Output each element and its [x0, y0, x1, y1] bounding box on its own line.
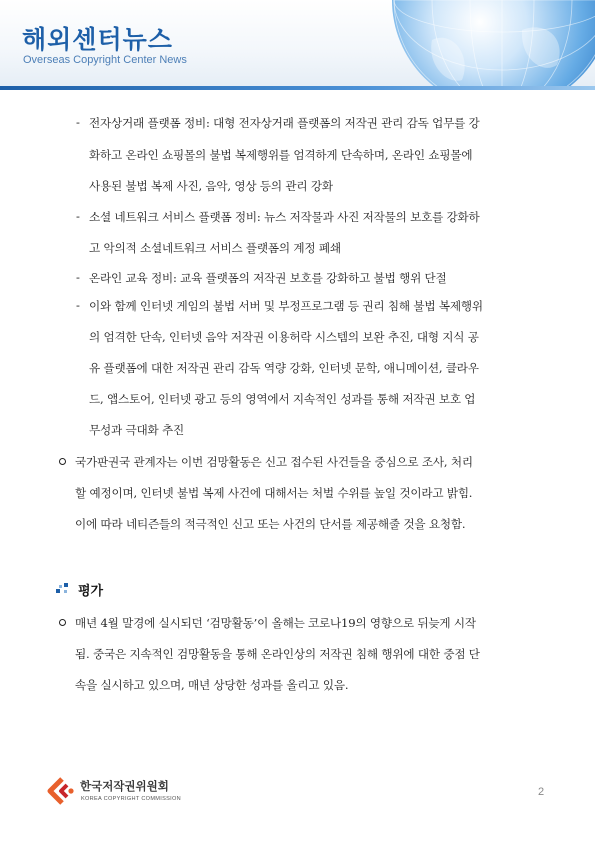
text-line: 할 예정이며, 인터넷 불법 복제 사건에 대해서는 처벌 수위를 높일 것이라고 밝힘. [75, 486, 473, 500]
circle-bullet-icon [59, 458, 66, 465]
dash-marker: - [76, 298, 80, 312]
text-line: 사용된 불법 복제 사진, 음악, 영상 등의 관리 강화 [89, 179, 333, 193]
text-line: 무성과 극대화 추진 [89, 423, 184, 437]
text-line: 소셜 네트워크 서비스 플랫폼 정비: 뉴스 저작물과 사진 저작물의 보호를 강화하 [89, 210, 480, 224]
header-subtitle: Overseas Copyright Center News [23, 54, 187, 66]
text-line: 드, 앱스토어, 인터넷 광고 등의 영역에서 지속적인 성과를 통해 저작권 보호 업 [89, 392, 476, 406]
header-title: 해외센터뉴스 [22, 25, 173, 54]
header-divider [0, 86, 595, 90]
globe-grid-icon [392, 0, 595, 86]
text-line: 이와 함께 인터넷 게임의 불법 서버 및 부정프로그램 등 권리 침해 불법 복제행위 [89, 299, 483, 313]
text-line: 고 악의적 소셜네트워크 서비스 플랫폼의 계정 폐쇄 [89, 241, 341, 255]
text-line: 국가판권국 관계자는 이번 검망활동은 신고 접수된 사건들을 중심으로 조사, 처리 [75, 455, 473, 469]
circle-bullet-icon [59, 619, 66, 626]
text-line: 속을 실시하고 있으며, 매년 상당한 성과를 올리고 있음. [75, 678, 349, 692]
page-header [0, 0, 595, 86]
text-line: 됨. 중국은 지속적인 검망활동을 통해 온라인상의 저작권 침해 행위에 대한 중점 단 [75, 647, 480, 661]
text-line: 온라인 교육 정비: 교육 플랫폼의 저작권 보호를 강화하고 불법 행위 단절 [89, 271, 447, 285]
kcc-logo-icon [46, 776, 76, 806]
section-title: 평가 [78, 584, 104, 599]
text-line: 의 엄격한 단속, 인터넷 음악 저작권 이용허락 시스템의 보완 추진, 대형 지식 공 [89, 330, 479, 344]
text-line: 유 플랫폼에 대한 저작권 관리 감독 역량 강화, 인터넷 문학, 애니메이션, 클라우 [89, 361, 479, 375]
squares-icon [56, 583, 70, 595]
page-number: 2 [538, 786, 545, 798]
dash-marker: - [76, 115, 80, 129]
text-line: 화하고 온라인 쇼핑몰의 불법 복제행위를 엄격하게 단속하며, 온라인 쇼핑몰에 [89, 148, 473, 162]
dash-marker: - [76, 270, 80, 284]
footer-org-name-en: KOREA COPYRIGHT COMMISSION [81, 796, 182, 802]
text-line: 전자상거래 플랫폼 정비: 대형 전자상거래 플랫폼의 저작권 관리 감독 업무를 강 [89, 116, 480, 130]
text-line: 이에 따라 네티즌들의 적극적인 신고 또는 사건의 단서를 제공해줄 것을 요청함. [75, 517, 466, 531]
text-line: 매년 4월 말경에 실시되던 ‘검망활동’이 올해는 코로나19의 영향으로 뒤늦게 시작 [75, 616, 476, 630]
dash-marker: - [76, 209, 80, 223]
footer-org-name: 한국저작권위원회 [80, 779, 169, 793]
